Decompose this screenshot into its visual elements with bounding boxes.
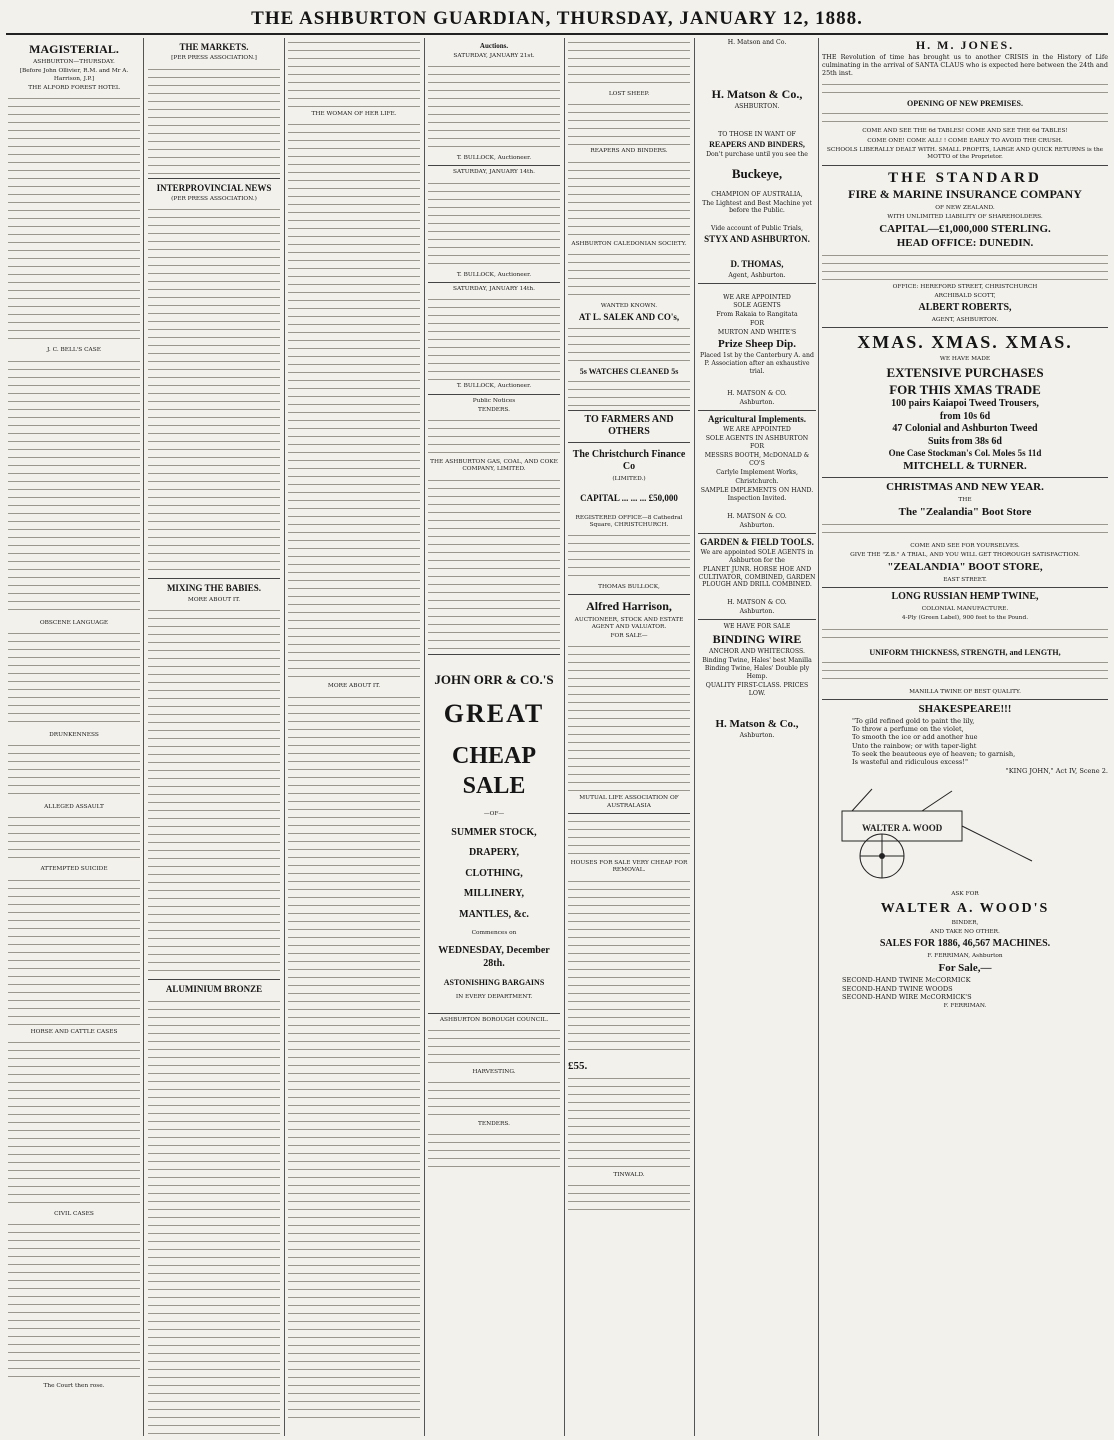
ad-body [428, 476, 560, 651]
matson-co: H. MATSON & CO. [727, 513, 787, 521]
ad-body [428, 1078, 560, 1118]
article-body [148, 65, 280, 175]
for: FOR [749, 319, 765, 327]
article-body [8, 357, 140, 617]
quality: QUALITY FIRST-CLASS. PRICES LOW. [705, 681, 809, 697]
ashburton: Ashburton. [739, 607, 775, 615]
ad-body [428, 62, 560, 152]
matson-bottom: H. Matson & Co., [715, 717, 799, 730]
placed: Placed 1st by the Canterbury A. and P. Association after an exhaustive trial. [700, 352, 814, 376]
opening: OPENING OF NEW PREMISES. [906, 99, 1023, 109]
ad-body [428, 295, 560, 380]
chch: Christchurch. [735, 477, 779, 485]
watches: 5s WATCHES CLEANED 5s [579, 366, 679, 376]
quote-line: Unto the rainbow; or with taper-light [852, 741, 977, 750]
sign: F. FERRIMAN. [943, 1003, 987, 1010]
agent: Agent, Ashburton. [728, 271, 786, 279]
quote-line: "To gild refined gold to paint the lily, [852, 716, 975, 725]
tenders-heading: TENDERS. [477, 406, 511, 413]
champion: CHAMPION OF AUSTRALIA, [711, 190, 803, 198]
harrison-sub: AUCTIONEER, STOCK AND ESTATE AGENT AND VALUATOR. [574, 616, 684, 630]
twine2: Binding Twine, Hales' Double ply Hemp. [704, 665, 810, 681]
from: from 10s 6d [939, 410, 991, 422]
jorr-name: JOHN ORR & CO.'S [434, 671, 554, 687]
divider [698, 619, 816, 620]
quote-line: To seek the beauteous eye of heaven; to garnish, [852, 750, 1016, 759]
divider [428, 165, 560, 166]
jorr-date: WEDNESDAY, December 28th. [438, 944, 550, 969]
tenders-heading: TENDERS. [477, 1121, 511, 1128]
extensive: EXTENSIVE PURCHASES [886, 365, 1044, 381]
jorr-commences: Commences on [471, 929, 517, 936]
quote-line: Is wasteful and ridiculous excess!" [852, 758, 968, 767]
divider [822, 587, 1108, 588]
article-body [288, 693, 420, 1423]
uniform: UNIFORM THICKNESS, STRENGTH, and LENGTH, [869, 647, 1061, 657]
ad-body [822, 109, 1108, 125]
appointed: WE ARE APPOINTED [723, 293, 791, 301]
zealandia: The "Zealandia" Boot Store [898, 505, 1032, 518]
ad-body [428, 179, 560, 269]
zbs: "ZEALANDIA" BOOT STORE, [887, 561, 1043, 574]
case-heading: ATTEMPTED SUICIDE [40, 866, 108, 873]
article-body [8, 1220, 140, 1380]
ad-body [428, 1026, 560, 1066]
give: GIVE THE "Z.B." A TRIAL, AND YOU WILL GET THOROUGH SATISFACTION. [850, 551, 1080, 558]
ashburton: Ashburton. [739, 398, 775, 406]
matson-column [566, 38, 686, 1436]
dateline: ASHBURTON—THURSDAY. [33, 59, 115, 66]
ad-body [822, 658, 1108, 686]
markets-heading: THE MARKETS. [179, 42, 249, 52]
quote [822, 717, 1108, 775]
article-body [8, 876, 140, 1026]
capital: CAPITAL ... ... ... £50,000 [580, 493, 678, 504]
press-note: [PER PRESS ASSOCIATION.] [171, 55, 257, 62]
murton: MURTON AND WHITE'S [717, 328, 797, 336]
come-tables: COME AND SEE THE 6d TABLES! COME AND SEE THE 6d TABLES! [862, 128, 1068, 135]
prize: Prize Sheep Dip. [718, 337, 796, 350]
article-body [8, 813, 140, 863]
column-matson-ads [698, 38, 816, 1436]
fire-marine: FIRE & MARINE INSURANCE COMPANY [848, 187, 1082, 202]
wood: WALTER A. WOOD'S [880, 901, 1050, 917]
wire: BINDING WIRE [712, 631, 802, 646]
caledonian: ASHBURTON CALEDONIAN SOCIETY. [571, 240, 687, 247]
column-auctions [428, 38, 560, 1436]
mixing-sub: MORE ABOUT IT. [187, 596, 241, 603]
tinwald: TINWALD. [613, 1171, 645, 1178]
planet: We are appointed SOLE AGENTS in Ashburton for the [700, 549, 814, 564]
colonial: 47 Colonial and Ashburton Tweed [892, 423, 1038, 435]
we-have-made: WE HAVE MADE [939, 356, 991, 363]
article-body [8, 629, 140, 729]
jorr-mantles: MANTLES, &c. [459, 909, 529, 921]
divider [428, 394, 560, 395]
auctioneer-name: T. BULLOCK, Auctioneer. [456, 383, 532, 390]
wanted: WANTED KNOWN. [600, 302, 658, 309]
divider [698, 283, 816, 284]
for-sale-list [822, 976, 1108, 1001]
quote-line: To smooth the ice or add another hue [852, 733, 978, 742]
list-item: SECOND-HAND WIRE McCORMICK'S [842, 992, 972, 1001]
xmas: XMAS. XMAS. XMAS. [857, 332, 1073, 353]
reapers2: REAPERS AND BINDERS, [709, 139, 805, 149]
divider [822, 165, 1108, 166]
hemp: LONG RUSSIAN HEMP TWINE, [891, 591, 1039, 603]
dont: Don't purchase until you see the [706, 150, 808, 158]
lost-sheep: LOST SHEEP. [608, 91, 650, 97]
interprovincial-heading: INTERPROVINCIAL NEWS [156, 182, 272, 193]
harrison: Alfred Harrison, [586, 599, 672, 614]
ad-body [822, 251, 1108, 281]
mixing-heading: MIXING THE BABIES. [166, 583, 262, 594]
forsale: WE HAVE FOR SALE [723, 622, 791, 630]
shakespeare: SHAKESPEARE!!! [918, 702, 1012, 715]
east: EAST STREET. [943, 577, 987, 584]
quote-source: "KING JOHN," Act IV, Scene 2. [1005, 766, 1108, 775]
list-item: SECOND-HAND TWINE McCORMICK [842, 976, 971, 985]
article-body [8, 741, 140, 801]
invited: Inspection Invited. [727, 495, 787, 503]
article-body [288, 120, 420, 680]
stockman: One Case Stockman's Col. Moles 5s 11d [888, 448, 1042, 459]
christmas: CHRISTMAS AND NEW YEAR. [886, 480, 1044, 493]
column-markets [148, 38, 280, 1436]
farmers: TO FARMERS AND OTHERS [584, 413, 674, 438]
the: THE [958, 496, 972, 503]
public-notices: Public Notices [472, 397, 516, 404]
newspaper-title: THE ASHBURTON GUARDIAN, THURSDAY, JANUARY 12, 1888. [251, 8, 863, 29]
divider [822, 327, 1108, 328]
nz: OF NEW ZEALAND. [935, 204, 995, 211]
john-orr-advert [428, 658, 560, 1010]
for-xmas: FOR THIS XMAS TRADE [889, 381, 1041, 397]
samples: SAMPLE IMPLEMENTS ON HAND. [700, 486, 814, 494]
masthead-rule [6, 33, 1108, 35]
matson-big: H. Matson & Co., [711, 86, 803, 101]
lightest: The Lightest and Best Machine yet before the Public. [702, 199, 812, 215]
sale-date: SATURDAY, JANUARY 21st. [453, 52, 535, 59]
finance: The Christchurch Finance Co [572, 448, 686, 473]
case-heading: ALLEGED ASSAULT [44, 804, 104, 811]
divider [148, 578, 280, 579]
office: OFFICE: HEREFORD STREET, CHRISTCHURCH [892, 283, 1038, 290]
planet2: PLANET JUNR. HORSE HOE AND CULTIVATOR, COMBINED, GARDEN PLOUGH AND DRILL COMBINED. [698, 565, 816, 589]
borough-heading: ASHBURTON BOROUGH COUNCIL. [439, 1016, 549, 1023]
divider [822, 477, 1108, 478]
limited: (LIMITED.) [612, 475, 646, 482]
jorr-of: —OF— [483, 811, 505, 818]
article-body [288, 38, 420, 108]
ag-app: WE ARE APPOINTED [723, 425, 791, 433]
ag-impl: Agricultural Implements. [708, 413, 806, 424]
article-body [148, 205, 280, 575]
masthead [0, 0, 1114, 36]
aluminium-heading: ALUMINIUM BRONZE [165, 983, 263, 994]
case-heading: THE ALFORD FOREST HOTEL [28, 85, 120, 91]
jorr-clothing: CLOTHING, [465, 867, 523, 879]
sales: SALES FOR 1886, 46,567 MACHINES. [879, 938, 1051, 950]
column-rule [424, 38, 425, 1436]
for-sale: FOR SALE— [610, 633, 648, 640]
jorr-great: GREAT [443, 699, 545, 729]
jorr-cheap: CHEAP SALE [452, 742, 536, 800]
jorr-millinery: MILLINERY, [463, 888, 525, 900]
roberts-agent: AGENT, ASHBURTON. [931, 317, 999, 324]
jorr-drapery: DRAPERY, [468, 847, 520, 859]
mower-illustration [822, 781, 1042, 881]
gas-heading: THE ASHBURTON GAS, COAL, AND COKE COMPANY, LIMITED. [430, 459, 558, 473]
ad-body [822, 625, 1108, 645]
ad-body [822, 520, 1108, 540]
ashburton: Ashburton. [739, 521, 775, 529]
jones-heading: H. M. JONES. [915, 38, 1015, 52]
binder: BINDER, [951, 919, 979, 926]
ask: ASK FOR [951, 890, 979, 897]
woman-heading: THE WOMAN OF HER LIFE. [311, 111, 397, 117]
divider [698, 533, 816, 534]
for-sale: For Sale,— [938, 962, 992, 975]
garden: GARDEN & FIELD TOOLS. [700, 536, 814, 547]
court-rose: The Court then rose. [43, 1383, 105, 1390]
come-crush: COME ONE! COME ALL! ! COME EARLY TO AVOID THE CRUSH. [867, 137, 1063, 144]
capital: CAPITAL—£1,000,000 STERLING. [879, 223, 1051, 236]
roberts: ALBERT ROBERTS, [918, 302, 1012, 314]
case-heading: J. C. BELL'S CASE [47, 347, 101, 354]
divider [428, 654, 560, 655]
ag-sole: SOLE AGENTS IN ASHBURTON [705, 434, 809, 442]
price: £55. [568, 1059, 588, 1072]
jorr-every: IN EVERY DEPARTMENT. [455, 994, 533, 1001]
twine: Binding Twine, Hales' best Manilla [702, 656, 812, 664]
column-articles [288, 38, 420, 1436]
press-note: (PER PRESS ASSOCIATION.) [171, 195, 257, 202]
ply: 4-Ply (Green Label), 900 feet to the Pound. [901, 615, 1029, 622]
bench-note: [Before John Ollivier, R.M. and Mr A. Harrison, J.P.] [19, 68, 129, 82]
article-body [148, 997, 280, 1436]
ad-body [428, 1130, 560, 1170]
ad-body [428, 416, 560, 456]
divider [428, 282, 560, 283]
auctioneer-name: T. BULLOCK, Auctioneer. [456, 155, 532, 162]
mower-label: WALTER A. WOOD [862, 822, 943, 833]
carlyle: Carlyle Implement Works, [716, 468, 798, 476]
article-body [148, 606, 280, 976]
salek: AT L. SALEK AND CO's, [578, 312, 680, 323]
divider [428, 1013, 560, 1014]
ag-for: FOR [749, 443, 765, 451]
reapers: TO THOSE IN WANT OF [718, 130, 796, 138]
standard: THE STANDARD [888, 169, 1042, 186]
case-heading: DRUNKENNESS [49, 731, 99, 738]
sale-date: SATURDAY, JANUARY 14th. [453, 286, 535, 292]
column-rule [143, 38, 144, 1436]
ferriman: F. FERRIMAN, Ashburton [927, 953, 1003, 960]
magisterial-heading: MAGISTERIAL. [29, 42, 119, 56]
auctions-heading: Auctions. [479, 42, 509, 50]
column-rule [818, 38, 819, 1436]
manufacture: COLONIAL MANUFACTURE. [921, 606, 1009, 612]
registered: REGISTERED OFFICE—8 Cathedral Square, CHRISTCHURCH. [575, 514, 683, 528]
matson-co: H. MATSON & CO. [727, 389, 787, 397]
divider [698, 410, 816, 411]
more-heading: MORE ABOUT IT. [327, 683, 381, 690]
unlimited: WITH UNLIMITED LIABILITY OF SHAREHOLDERS. [887, 213, 1043, 220]
head-office: HEAD OFFICE: DUNEDIN. [896, 237, 1034, 250]
take: AND TAKE NO OTHER. [930, 929, 1000, 936]
case-heading: HORSE AND CATTLE CASES [30, 1028, 118, 1035]
sole: SOLE AGENTS [733, 302, 781, 310]
reapers-binders: REAPERS AND BINDERS. [590, 148, 668, 155]
matson-town: ASHBURTON. [734, 102, 780, 110]
houses: HOUSES FOR SALE VERY CHEAP FOR REMOVAL. [570, 860, 688, 874]
buckeye: Buckeye, [731, 166, 783, 182]
mutual: MUTUAL LIFE ASSOCIATION OF AUSTRALASIA [579, 795, 679, 809]
tbullock: THOMAS BULLOCK, [598, 584, 660, 591]
column-rule [694, 38, 695, 1436]
sale-date: SATURDAY, JANUARY 14th. [453, 169, 535, 176]
schools: SCHOOLS LIBERALLY DEALT WITH. SMALL PROFITS, LARGE AND QUICK RETURNS is the MOTTO of the Proprietor. [826, 146, 1104, 161]
thomas: D. THOMAS, [730, 259, 784, 270]
ad-body [822, 80, 1108, 96]
column-rule [564, 38, 565, 1436]
divider [822, 699, 1108, 700]
come-select: COME AND SEE FOR YOURSELVES. [910, 542, 1020, 549]
matson-co: H. MATSON & CO. [727, 599, 787, 607]
article-body [8, 94, 140, 344]
list-item: SECOND-HAND TWINE WOODS [842, 984, 953, 993]
case-heading: OBSCENE LANGUAGE [39, 619, 109, 626]
jorr-bargains: ASTONISHING BARGAINS [443, 978, 545, 988]
kaiapoi: 100 pairs Kaiapoi Tweed Trousers, [891, 398, 1039, 410]
mitchell: MITCHELL & TURNER. [903, 459, 1027, 472]
booth: MESSRS BOOTH, McDONALD & CO'S [704, 452, 810, 468]
rakaia: From Rakaia to Rangitata [716, 311, 798, 319]
divider [148, 979, 280, 980]
trials: Vide account of Public Trials, [710, 225, 804, 233]
case-heading: CIVIL CASES [54, 1211, 94, 1218]
auctioneer-name: T. BULLOCK, Auctioneer. [456, 271, 532, 278]
divider [148, 178, 280, 179]
harvesting-heading: HARVESTING. [472, 1068, 516, 1075]
ashburton: Ashburton. [739, 732, 775, 740]
column-rule [284, 38, 285, 1436]
matson-top: H. Matson and Co. [727, 39, 787, 46]
styx: STYX AND ASHBURTON. [704, 234, 810, 245]
manila: MANILLA TWINE OF BEST QUALITY. [909, 688, 1021, 695]
scott: ARCHIBALD SCOTT, [934, 293, 996, 300]
jorr-summer: SUMMER STOCK, [451, 826, 537, 838]
article-body [8, 1038, 140, 1208]
column-magisterial [8, 38, 140, 1436]
jones-text: THE Revolution of time has brought us to another CRISIS in the History of Life culminating in the arrival of SANTA CLAUS who is expected here between the 24th and 25th inst. [822, 53, 1108, 78]
quote-line: To throw a perfume on the violet, [852, 725, 964, 734]
column-right-ads [822, 38, 1108, 1436]
suits: Suits from 38s 6d [928, 435, 1002, 447]
anchor: ANCHOR AND WHITECROSS. [709, 647, 805, 655]
